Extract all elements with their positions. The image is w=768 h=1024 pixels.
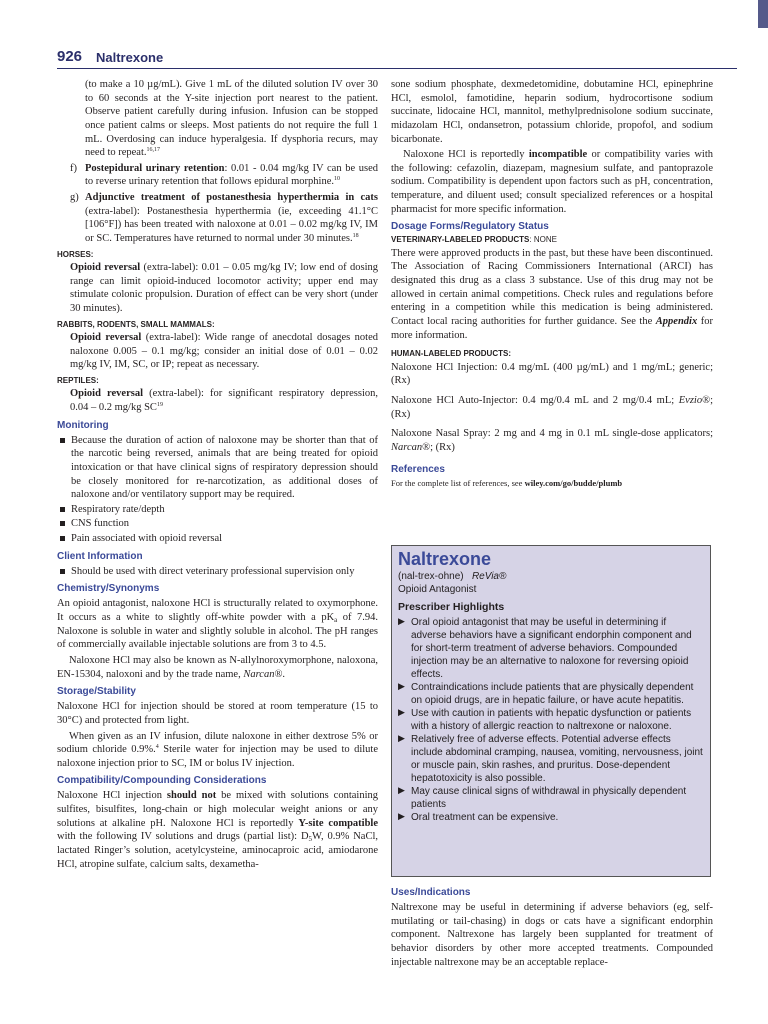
product-text: Naloxone Nasal Spray: 2 mg and 4 mg in 0.1 mL single-dose applicators; (391, 428, 713, 440)
vet-products-paragraph (391, 247, 713, 342)
vet-text: for more information. (391, 316, 713, 341)
highlight-item (398, 785, 704, 811)
references-paragraph (391, 478, 713, 489)
drug-title: Naltrexone (398, 549, 492, 569)
highlight-item (398, 681, 704, 707)
highlight-item (398, 811, 704, 824)
arrow-icon: ▶ (398, 680, 405, 691)
product-injection: Naloxone HCl Injection: 0.4 mg/mL (400 µg/mL) and 1 mg/mL; generic; (Rx) (391, 361, 713, 387)
citation: 10 (334, 176, 341, 183)
running-title: Naltrexone (96, 50, 164, 65)
incompat-text: or compatibility varies with the following: cefazolin, diazepam, magnesium sulfate, and pantoprazole sodium. Compatibility is dependent upon factors such as pH, concentration, temperature, and diluent used; consult specialized references or a hospital pharmacist for more specific information. (391, 149, 713, 215)
prescriber-highlights-heading: Prescriber Highlights (398, 601, 505, 613)
bullet-icon (60, 569, 65, 574)
synonyms-text: Naloxone HCl may also be known as N-allylnoroxymorphone, naloxona, EN-15304, naloxoni and by the trade name, (57, 654, 378, 680)
uses-heading: Uses/Indications (391, 887, 471, 898)
item-title: Adjunctive treatment of postanesthesia hyperthermia in cats (85, 192, 378, 204)
highlight-text: Relatively free of adverse effects. Potential adverse effects include abdominal cramping, nausea, vomiting, nervousness, joint or muscle pain, skin rashes, and pruritus. Dose-dependent hepatotoxicity is also possible. (411, 733, 703, 784)
compat-emphasis: should not (166, 790, 217, 802)
item-text: : 0.01 - 0.04 mg/kg IV can be used to reverse urinary retention that follows epidural morphine. (85, 162, 378, 188)
compat-text: be mixed with solutions containing sulfites, bisulfites, long-chain or high molecular weight anions or any solutions at alkaline pH. Naloxone HCl is reportedly (57, 790, 379, 829)
item-marker: f) (70, 162, 77, 174)
left-column (57, 78, 378, 873)
dilution-text: (to make a 10 µg/mL). Give 1 mL of the diluted solution IV over 30 to 60 seconds at the Y-site injection port nearest to the patient. Observe patient carefully during infusion. Infusion can be stopped once patient calms or sleeps. Most patients do not require the full 1 mL. Overdosing can induce hyperalgesia. If dysphoria recurs, may need to repeat. (85, 79, 378, 159)
human-products-heading (391, 349, 713, 359)
highlight-text: Oral treatment can be expensive. (411, 811, 559, 823)
dosage-forms-heading: Dosage Forms/Regulatory Status (391, 221, 549, 233)
dose-title: Opioid reversal (70, 388, 144, 400)
compat-text: W, 0.9% NaCl, lactated Ringer’s solution, acetylcysteine, aminocaproic acid, amiodarone HCl, atropine sulfate, calcium salts, dexametha- (57, 831, 378, 870)
highlight-item (398, 707, 704, 733)
bullet-text: Respiratory rate/depth (71, 503, 165, 515)
human-products-label: HUMAN-LABELED PRODUCTS (391, 349, 509, 359)
item-marker: g) (70, 192, 79, 204)
right-column (391, 78, 713, 491)
product-nasal-spray (391, 427, 713, 454)
pronunciation-line (398, 570, 704, 583)
trade-name: ReVia® (471, 571, 507, 582)
list-item (57, 565, 378, 579)
incompat-text: Naloxone HCl is reportedly (403, 149, 529, 161)
rabbits-paragraph (57, 331, 378, 372)
incompatibility-paragraph (391, 148, 713, 216)
highlight-text: May cause clinical signs of withdrawal in physically dependent patients (411, 785, 687, 810)
species-heading-horses: HORSES: (57, 249, 94, 259)
page-number: 926 (57, 48, 83, 65)
chemistry-heading: Chemistry/Synonyms (57, 583, 160, 595)
vet-products-label: VETERINARY-LABELED PRODUCTS (391, 235, 530, 245)
arrow-icon: ▶ (398, 615, 405, 626)
compatibility-continued: sone sodium phosphate, dexmedetomidine, dobutamine HCl, epinephrine HCl, esmolol, famotidine, heparin sodium, hydrocortisone sodium succinate, lidocaine HCl, mannitol, methylprednisolone sodium succinate, midazolam HCl, ondansetron, potassium chloride, propofol, and sodium bicarbonate. (391, 79, 713, 145)
list-item-f (57, 162, 378, 189)
bullet-text: Should be used with direct veterinary professional supervision only (71, 565, 355, 577)
trade-name: Evzio (678, 394, 703, 406)
list-item-g (57, 191, 378, 246)
arrow-icon: ▶ (398, 706, 405, 717)
dose-title: Opioid reversal (70, 262, 141, 274)
infusion-text: Sterile water for injection may be used to dilute naloxone injection prior to SC, IM or bolus IV injection. (57, 744, 378, 769)
bullet-icon (60, 521, 65, 526)
compatibility-heading: Compatibility/Compounding Considerations (57, 775, 267, 787)
header-rule (57, 68, 737, 69)
trade-name: Narcan (243, 668, 275, 680)
dose-text: (extra-label): for significant respiratory depression, 0.04 – 0.2 mg/kg SC (70, 388, 378, 413)
arrow-icon: ▶ (398, 810, 405, 821)
highlight-text: Contraindications include patients that are physically dependent on opioid drugs, are in hepatic failure, or have acute hepatitis. (411, 681, 694, 706)
synonyms-paragraph (57, 654, 378, 681)
incompat-emphasis: incompatible (528, 149, 588, 161)
citation: 19 (156, 401, 163, 408)
vet-products-heading (391, 235, 713, 245)
chemistry-paragraph (57, 597, 378, 652)
compat-text: with the following IV solutions and drugs (partial list): D (57, 831, 309, 843)
dose-text: (extra-label): Wide range of anecdotal dosages noted naloxone 0.005 – 0.1 mg/kg; consider an initial dose of 0.01 – 0.02 mg/kg IV, IM, SC, or IP; repeat as necessary. (70, 332, 378, 371)
item-text: (extra-label): Postanesthesia hyperthermia (ie, exceeding 41.1°C [106°F]) has been treated with naloxone at 0.01 – 0.02 mg/kg IV, IM or SC. Temperatures have returned to normal under 30 minutes. (85, 205, 378, 245)
product-text: ®; (Rx) (422, 441, 455, 453)
horses-paragraph (57, 261, 378, 316)
bullet-text: Pain associated with opioid reversal (71, 533, 223, 545)
bullet-icon (60, 536, 65, 541)
dose-text: (extra-label): 0.01 – 0.05 mg/kg IV; low end of dosing range can limit opioid-induced locomotor activity; upper end may stimulate colonic propulsion. Duration of effect can be very short (under 30 minutes). (70, 262, 378, 314)
colon: : (508, 349, 511, 359)
storage-heading: Storage/Stability (57, 686, 136, 698)
species-heading-reptiles: REPTILES: (57, 375, 99, 385)
list-item (57, 503, 378, 517)
list-item (57, 517, 378, 531)
dose-title: Opioid reversal (70, 332, 142, 344)
registered-mark: ®. (274, 668, 286, 680)
chem-text: of 7.94. Naloxone is soluble in water and slightly soluble in alcohol. The pH ranges of commercially available injectable solutions are from 3 to 4.5. (57, 612, 378, 651)
bullet-text: CNS function (71, 518, 130, 530)
infusion-paragraph (57, 730, 378, 771)
vet-products-value: : NONE (529, 235, 557, 245)
client-info-heading: Client Information (57, 550, 143, 562)
list-item (57, 532, 378, 546)
product-text: ®; (Rx) (391, 394, 713, 420)
highlight-item (398, 733, 704, 785)
compat-emphasis: Y-site compatible (298, 817, 378, 829)
arrow-icon: ▶ (398, 784, 405, 795)
citation: 18 (352, 233, 359, 240)
species-heading-rabbits: RABBITS, RODENTS, SMALL MAMMALS: (57, 319, 215, 329)
citation: 4 (155, 744, 159, 751)
bullet-icon (60, 438, 65, 443)
dilution-paragraph (57, 78, 378, 160)
appendix-ref: Appendix (655, 316, 698, 327)
uses-paragraph: Naltrexone may be useful in determining if adverse behaviors (eg, self-mutilating or tail-chasing) in dogs or cats have a significant endorphin component. Naltrexone has largely been supplanted for treatment of behavior disorders by other more accepted treatments. Compounded injectable naltrexone may be an acceptable replace- (391, 902, 713, 968)
compat-text: Naloxone HCl injection (57, 790, 167, 802)
list-item (57, 434, 378, 502)
storage-paragraph: Naloxone HCl for injection should be stored at room temperature (15 to 30°C) and protected from light. (57, 701, 378, 726)
subscript: a (334, 616, 338, 625)
bullet-text: Because the duration of action of naloxone may be shorter than that of the narcotic being reversed, animals that are being treated for opioid intoxication or that have clinical signs of respiratory depression should be closely monitored for re-narcotization, as additional doses of naloxone and/or ventilatory support may be required. (71, 434, 378, 501)
drug-class: Opioid Antagonist (398, 584, 477, 595)
monograph-summary-box (391, 545, 711, 877)
infusion-text: When given as an IV infusion, dilute naloxone in either dextrose 5% or sodium chloride 0.9%. (57, 730, 378, 756)
item-title: Postepidural urinary retention (85, 162, 225, 174)
uses-section (391, 886, 713, 971)
page-header (57, 48, 737, 70)
pronunciation: (nal-trex-ohne) (398, 571, 464, 582)
product-auto-injector (391, 394, 713, 421)
reptiles-paragraph (57, 387, 378, 414)
references-text: For the complete list of references, see (391, 477, 525, 488)
vet-text: There were approved products in the past, but these have been discontinued. The Association of Racing Commissioners International (ARCI) has designated this drug as a class 3 substance. Use of this drug may not be allowed in certain animal competitions. Check rules and regulations before entering in a competition while this medication is being administered. Contact local racing authorities for further guidance. See the (391, 247, 713, 327)
references-heading: References (391, 463, 445, 475)
chem-text: An opioid antagonist, naloxone HCl is structurally related to oxymorphone. It occurs as a white to slightly off-white powder with a pK (57, 598, 378, 624)
citation: 16,17 (146, 147, 161, 154)
page-edge-tab (758, 0, 768, 28)
arrow-icon: ▶ (398, 732, 405, 743)
compatibility-paragraph (57, 789, 378, 871)
bullet-icon (60, 507, 65, 512)
monitoring-heading: Monitoring (57, 419, 109, 431)
product-text: Naloxone HCl Auto-Injector: 0.4 mg/0.4 mL and 2 mg/0.4 mL; (391, 394, 679, 406)
highlight-item (398, 616, 704, 681)
references-link[interactable]: wiley.com/go/budde/plumb (524, 477, 623, 488)
trade-name: Narcan (391, 441, 423, 453)
highlight-text: Oral opioid antagonist that may be useful in determining if adverse behaviors have a significant endorphin component and for short-term treatment of adverse behaviors. Compounded injection may be an alternative to naloxone for reversing opioid effects. (411, 616, 692, 680)
highlight-text: Use with caution in patients with hepatic dysfunction or patients with a history of allergic reaction to naltrexone or naloxone. (411, 707, 692, 732)
subscript: 5 (308, 835, 313, 844)
